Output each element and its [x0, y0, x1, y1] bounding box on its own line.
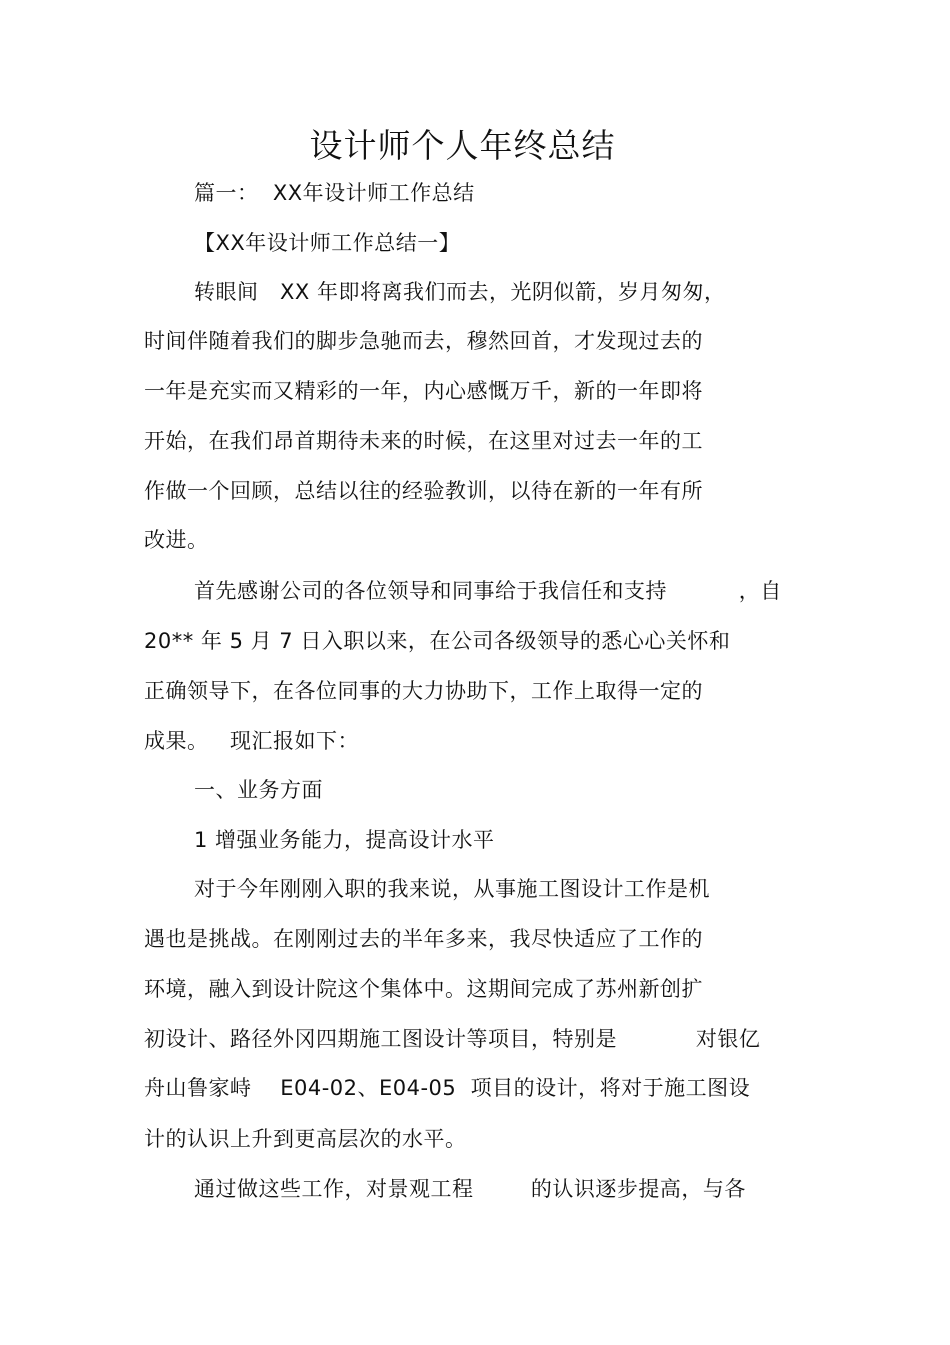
section-heading: 一、业务方面: [194, 778, 323, 802]
paragraph-line: 遇也是挑战。在刚刚过去的半年多来，我尽快适应了工作的: [144, 927, 703, 951]
paragraph-line: 成果。 现汇报如下：: [144, 729, 360, 753]
paragraph-line: 转眼间 XX 年即将离我们而去，光阴似箭，岁月匆匆，: [194, 280, 726, 304]
paragraph-line: 正确领导下，在各位同事的大力协助下，工作上取得一定的: [144, 679, 703, 703]
subsection-heading: 1 增强业务能力，提高设计水平: [194, 828, 495, 852]
document-title: 设计师个人年终总结: [309, 126, 616, 165]
paragraph-line: 作做一个回顾，总结以往的经验教训，以待在新的一年有所: [144, 479, 703, 503]
paragraph-line: 舟山鲁家峙 E04-02、E04-05 项目的设计，将对于施工图设: [144, 1076, 751, 1100]
section-heading: 篇一： XX年设计师工作总结: [194, 181, 475, 205]
paragraph-line: 首先感谢公司的各位领导和同事给于我信任和支持 ，自: [194, 579, 782, 603]
paragraph-line: 环境，融入到设计院这个集体中。这期间完成了苏州新创扩: [144, 977, 703, 1001]
paragraph-line: 通过做这些工作，对景观工程 的认识逐步提高，与各: [194, 1177, 746, 1201]
paragraph-line: 20** 年 5 月 7 日入职以来，在公司各级领导的悉心心关怀和: [144, 629, 731, 653]
paragraph-line: 开始，在我们昂首期待未来的时候，在这里对过去一年的工: [144, 429, 703, 453]
subsection-heading: 【XX年设计师工作总结一】: [194, 231, 461, 255]
paragraph-line: 改进。: [144, 528, 209, 552]
paragraph-line: 初设计、路径外冈四期施工图设计等项目，特别是 对银亿: [144, 1027, 761, 1051]
paragraph-line: 对于今年刚刚入职的我来说，从事施工图设计工作是机: [194, 877, 710, 901]
paragraph-line: 计的认识上升到更高层次的水平。: [144, 1127, 467, 1151]
paragraph-line: 一年是充实而又精彩的一年，内心感慨万千，新的一年即将: [144, 379, 703, 403]
paragraph-line: 时间伴随着我们的脚步急驰而去，穆然回首，才发现过去的: [144, 329, 703, 353]
